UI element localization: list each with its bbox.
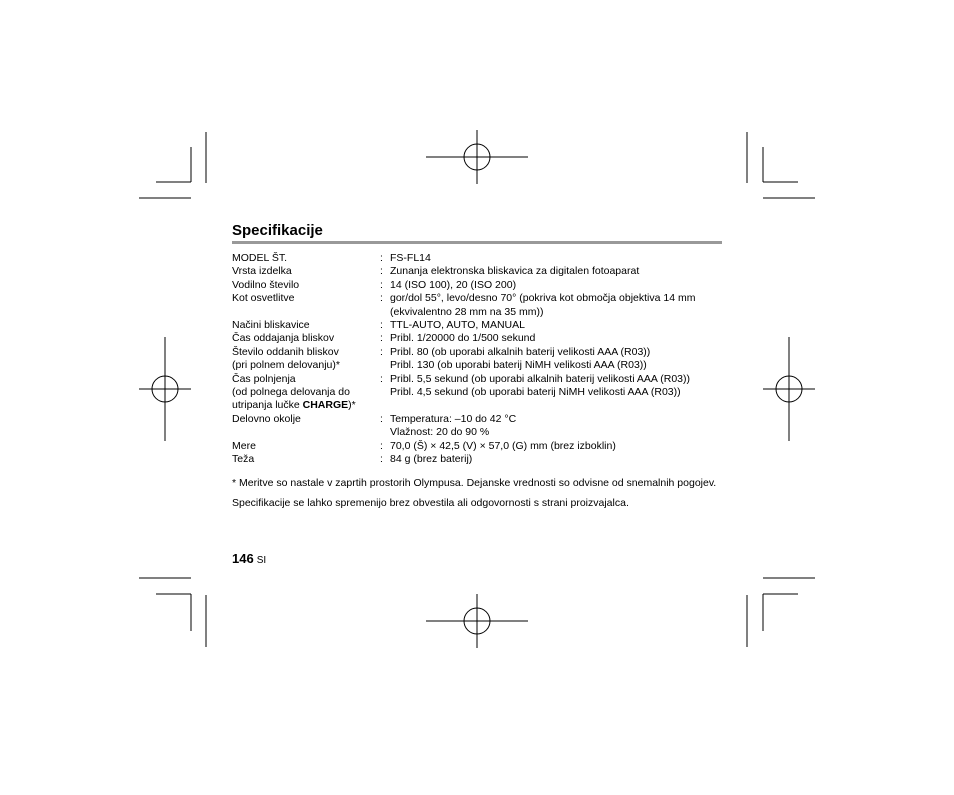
- disclaimer: Specifikacije se lahko spremenijo brez obvestila ali odgovornosti s strani proizvajalca.: [232, 496, 629, 509]
- spec-label: Mere: [232, 439, 256, 452]
- spec-value: Pribl. 4,5 sekund (ob uporabi baterij NiMH velikosti AAA (R03)): [390, 386, 681, 399]
- spec-value: [390, 399, 722, 412]
- spec-row: [232, 413, 722, 426]
- spec-value: FS-FL14: [390, 252, 431, 264]
- section-title: Specifikacije: [232, 222, 722, 244]
- spec-label: Načini bliskavice: [232, 319, 310, 332]
- spec-label: Čas polnjenja: [232, 372, 296, 385]
- spec-label: Vrsta izdelka: [232, 265, 292, 278]
- spec-value: 84 g (brez baterij): [390, 453, 473, 466]
- spec-row: [232, 386, 722, 399]
- spec-value: Zunanja elektronska bliskavica za digitalen fotoaparat: [390, 265, 640, 278]
- spec-label: Teža: [232, 453, 255, 466]
- spec-separator: :: [380, 292, 383, 305]
- spec-label: Kot osvetlitve: [232, 292, 295, 305]
- spec-row: [232, 440, 722, 453]
- page-number: 146: [232, 551, 254, 566]
- page-footer: [232, 550, 266, 568]
- spec-row: [232, 279, 722, 292]
- spec-label: Vodilno število: [232, 278, 300, 291]
- spec-row: [232, 252, 722, 265]
- spec-separator: :: [380, 319, 383, 332]
- spec-label: [232, 306, 380, 319]
- spec-label: Čas oddajanja bliskov: [232, 332, 335, 345]
- spec-value: Vlažnost: 20 do 90 %: [390, 426, 490, 439]
- spec-separator: :: [380, 252, 383, 264]
- spec-table: [232, 252, 722, 467]
- spec-value: 70,0 (Š) × 42,5 (V) × 57,0 (G) mm (brez izboklin): [390, 439, 616, 452]
- spec-value: 14 (ISO 100), 20 (ISO 200): [390, 278, 517, 291]
- spec-value: Pribl. 1/20000 do 1/500 sekund: [390, 332, 536, 345]
- spec-value: Temperatura: –10 do 42 °C: [390, 412, 517, 425]
- spec-separator: :: [380, 372, 383, 385]
- language-code: SI: [256, 555, 267, 566]
- spec-value: Pribl. 130 (ob uporabi baterij NiMH velikosti AAA (R03)): [390, 359, 647, 372]
- spec-label: (pri polnem delovanju)*: [232, 359, 340, 372]
- spec-label: Delovno okolje: [232, 412, 301, 425]
- spec-separator: [380, 399, 390, 412]
- spec-value: TTL-AUTO, AUTO, MANUAL: [390, 319, 525, 332]
- spec-separator: [380, 306, 390, 319]
- spec-label: [232, 426, 380, 439]
- spec-row: [232, 426, 722, 439]
- spec-row: [232, 399, 722, 412]
- spec-separator: :: [380, 332, 383, 345]
- spec-separator: :: [380, 345, 383, 358]
- spec-label: utripanja lučke CHARGE)*: [232, 399, 356, 412]
- spec-separator: :: [380, 439, 383, 452]
- spec-value: gor/dol 55°, levo/desno 70° (pokriva kot območja objektiva 14 mm: [390, 292, 696, 305]
- spec-row: [232, 332, 722, 345]
- spec-row: [232, 319, 722, 332]
- charge-lamp-label: CHARGE: [302, 399, 349, 412]
- spec-row: [232, 346, 722, 359]
- spec-label: MODEL ŠT.: [232, 252, 288, 264]
- spec-separator: :: [380, 453, 383, 466]
- spec-row: [232, 373, 722, 386]
- spec-separator: [380, 386, 390, 399]
- spec-row: [232, 359, 722, 372]
- spec-row: [232, 306, 722, 319]
- spec-label: (od polnega delovanja do: [232, 386, 350, 399]
- spec-value: Pribl. 5,5 sekund (ob uporabi alkalnih baterij velikosti AAA (R03)): [390, 372, 690, 385]
- spec-value: (ekvivalentno 28 mm na 35 mm)): [390, 305, 544, 318]
- spec-separator: [380, 359, 390, 372]
- spec-separator: :: [380, 278, 383, 291]
- spec-separator: [380, 426, 390, 439]
- spec-label: Število oddanih bliskov: [232, 345, 339, 358]
- spec-separator: :: [380, 265, 383, 278]
- spec-row: [232, 265, 722, 278]
- spec-row: [232, 292, 722, 305]
- footnote: * Meritve so nastale v zaprtih prostorih Olympusa. Dejanske vrednosti so odvisne od snemalnih pogojev.: [232, 476, 717, 489]
- spec-section: [232, 222, 722, 510]
- spec-row: [232, 453, 722, 466]
- spec-value: Pribl. 80 (ob uporabi alkalnih baterij velikosti AAA (R03)): [390, 345, 651, 358]
- spec-separator: :: [380, 412, 383, 425]
